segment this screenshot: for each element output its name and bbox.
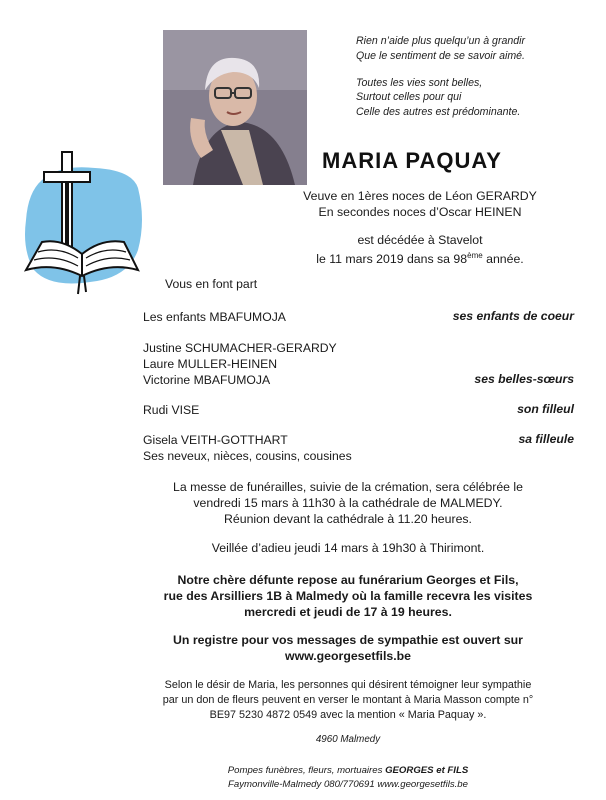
death-notice xyxy=(290,232,550,267)
family-name: Victorine MBAFUMOJA xyxy=(143,373,271,387)
ceremony-info xyxy=(100,479,596,527)
deceased-name: MARIA PAQUAY xyxy=(322,148,502,173)
registry-website-link[interactable]: www.georgesetfils.be xyxy=(285,649,411,663)
spouse-second: En secondes noces d’Oscar HEINEN xyxy=(318,205,522,219)
ceremony-line: vendredi 15 mars à 11h30 à la cathédrale de MALMEDY. xyxy=(193,496,503,510)
vigil-info: Veillée d’adieu jeudi 14 mars à 19h30 à Thirimont. xyxy=(211,541,485,555)
intro-text: Vous en font part xyxy=(165,277,258,291)
funeral-home-footer xyxy=(100,764,596,792)
family-role: ses enfants de coeur xyxy=(452,309,574,323)
wish-line: par un don de fleurs peuvent en verser le montant à Maria Masson compte n° xyxy=(162,694,534,706)
footer-line-2: Faymonville-Malmedy 080/770691 www.georgesetfils.be xyxy=(228,779,468,790)
poem xyxy=(356,34,596,132)
registry-info xyxy=(100,632,596,664)
poem-line: Toutes les vies sont belles, xyxy=(356,76,483,89)
poem-stanza-2 xyxy=(356,76,596,120)
deceased-details xyxy=(270,188,570,220)
poem-line: Que le sentiment de se savoir aimé. xyxy=(356,49,525,62)
death-date: le 11 mars 2019 dans sa 98ème année. xyxy=(316,251,524,267)
wish-line: Selon le désir de Maria, les personnes qui désirent témoigner leur sympathie xyxy=(164,679,532,691)
funerarium-line: Notre chère défunte repose au funérarium Georges et Fils, xyxy=(177,573,519,587)
family-name: Justine SCHUMACHER-GERARDY xyxy=(143,341,337,355)
family-name: Gisela VEITH-GOTTHART xyxy=(143,433,288,447)
family-name: Les enfants MBAFUMOJA xyxy=(143,310,286,324)
funerarium-info xyxy=(100,572,596,620)
ceremony-line: Réunion devant la cathédrale à 11.20 heures. xyxy=(224,512,472,526)
wish-line: BE97 5230 4872 0549 avec la mention « Maria Paquay ». xyxy=(209,709,487,721)
family-role: sa filleule xyxy=(518,432,574,446)
poem-line: Rien n’aide plus quelqu’un à grandir xyxy=(356,35,526,47)
family-role: son filleul xyxy=(517,402,574,416)
other-relatives: Ses neveux, nièces, cousins, cousines xyxy=(143,449,352,463)
portrait-photo xyxy=(163,30,307,185)
poem-line: Celle des autres est prédominante. xyxy=(356,106,521,119)
family-role: ses belles-sœurs xyxy=(474,372,574,386)
family-name: Laure MULLER-HEINEN xyxy=(143,357,278,371)
donation-wish xyxy=(100,678,596,723)
funerarium-line: mercredi et jeudi de 17 à 19 heures. xyxy=(244,605,452,619)
funerarium-line: rue des Arsilliers 1B à Malmedy où la famille recevra les visites xyxy=(163,589,533,603)
address-text: 4960 Malmedy xyxy=(315,734,381,745)
poem-line: Surtout celles pour qui xyxy=(356,91,462,104)
spouse-first: Veuve en 1ères noces de Léon GERARDY xyxy=(303,189,537,203)
cross-book-emblem-icon xyxy=(20,150,148,295)
death-place: est décédée à Stavelot xyxy=(357,233,483,247)
ceremony-line: La messe de funérailles, suivie de la crémation, sera célébrée le xyxy=(173,480,523,494)
family-name: Rudi VISE xyxy=(143,403,200,417)
poem-stanza-1 xyxy=(356,34,596,64)
footer-line-1: Pompes funèbres, fleurs, mortuaires GEORGES et FILS xyxy=(227,765,469,776)
registry-text: Un registre pour vos messages de sympathie est ouvert sur xyxy=(173,633,523,647)
